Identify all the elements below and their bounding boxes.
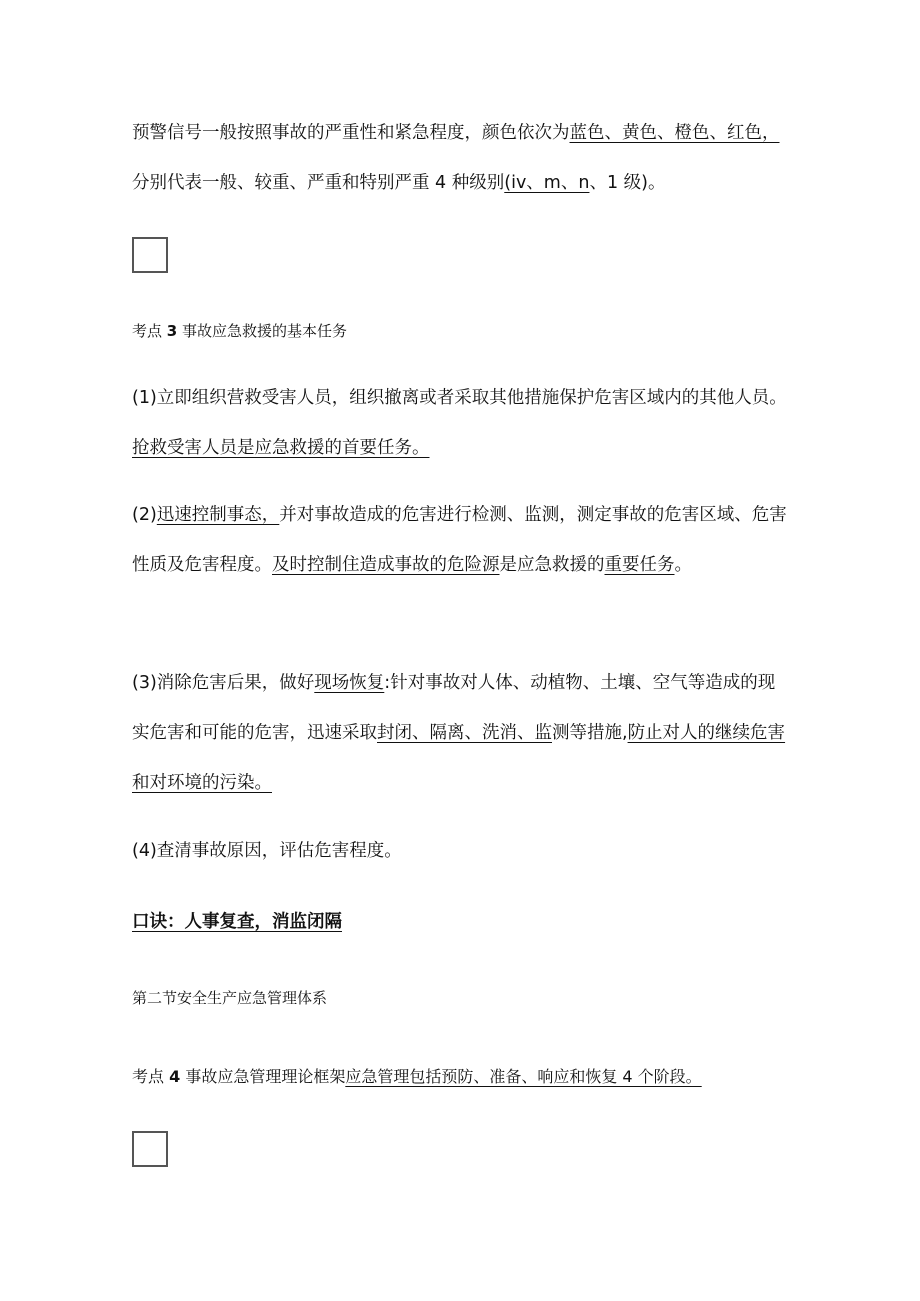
item1-text: (1)立即组织营救受害人员，组织撤离或者采取其他措施保护危害区域内的其他人员。 xyxy=(132,388,787,408)
heading4-underline: 应急管理包括预防、准备、响应和恢复 4 个阶段。 xyxy=(345,1067,702,1086)
point-4-heading xyxy=(132,1052,832,1102)
signal-colors: 蓝色、黄色、橙色、红色， xyxy=(569,123,780,143)
heading3-prefix: 考点 xyxy=(132,322,167,340)
heading3-title: 事故应急救援的基本任务 xyxy=(177,322,347,340)
task-item-2 xyxy=(132,490,792,590)
checkbox[interactable] xyxy=(132,237,168,273)
heading3-number: 3 xyxy=(166,322,178,340)
item3-underline-3: 防止对人的继续危害和对环境的污染。 xyxy=(132,723,786,793)
item3-underline-2: 封闭、隔离、洗消、监 xyxy=(377,723,552,743)
item2-text-2: 是应急救援的 xyxy=(499,555,605,575)
heading4-prefix: 考点 xyxy=(132,1067,170,1086)
item3-text-2: :针对事故对人体、动植物、土壤、空气等造成的现实危害和可能的危害，迅速采取 xyxy=(132,673,776,743)
item2-underline-3: 重要任务 xyxy=(604,555,675,575)
mnemonic-text: 口诀：人事复查，消监闭隔 xyxy=(132,912,342,932)
item3-text-1: (3)消除危害后果，做好 xyxy=(132,673,315,693)
task-item-1 xyxy=(132,373,792,473)
section-2-title xyxy=(132,983,792,1013)
item1-underline: 抢救受害人员是应急救援的首要任务。 xyxy=(132,438,430,458)
item3-text-3: 测等措施, xyxy=(552,723,628,743)
task-item-3 xyxy=(132,658,792,808)
item2-underline-1: 迅速控制事态， xyxy=(156,505,280,525)
item2-text-3: 。 xyxy=(674,555,692,575)
item3-underline-1: 现场恢复 xyxy=(314,673,385,693)
para1-text-2: 分别代表一般、较重、严重和特别严重 4 种级别 xyxy=(132,173,505,193)
heading4-number: 4 xyxy=(169,1067,181,1086)
signal-levels: (iv、m、n xyxy=(504,173,590,193)
heading4-title: 事故应急管理理论框架 xyxy=(180,1067,346,1086)
task-item-4 xyxy=(132,826,792,876)
mnemonic xyxy=(132,897,792,947)
item2-number: (2) xyxy=(132,505,157,525)
para1-text-3: 、1 级)。 xyxy=(589,173,666,193)
para1-text: 预警信号一般按照事故的严重性和紧急程度，颜色依次为 xyxy=(132,123,570,143)
section2-text: 第二节安全生产应急管理体系 xyxy=(132,989,328,1007)
item4-text: (4)查清事故原因，评估危害程度。 xyxy=(132,841,402,861)
warning-signal-paragraph xyxy=(132,108,792,208)
item2-text-1: 并对事故造成的危害进行检测、监测，测定事故的危害区域、危害性质及危害程度。 xyxy=(132,505,787,575)
item2-underline-2: 及时控制住造成事故的危险源 xyxy=(272,555,500,575)
checkbox[interactable] xyxy=(132,1131,168,1167)
point-3-heading xyxy=(132,316,792,346)
